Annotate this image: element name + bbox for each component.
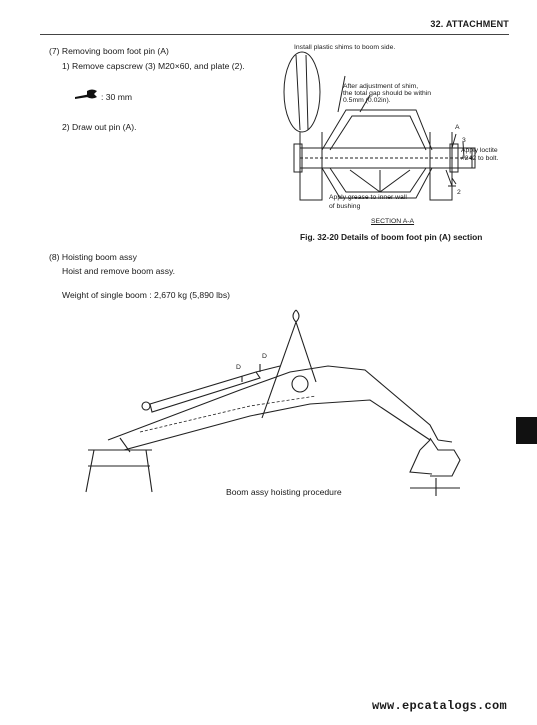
boom-caption: Boom assy hoisting procedure (226, 487, 342, 497)
section-label: SECTION A-A (371, 218, 415, 225)
watermark: www.epcatalogs.com (371, 699, 507, 713)
label-a: A (455, 124, 460, 131)
section-header: 32. ATTACHMENT (430, 19, 509, 29)
step7-sub1: 1) Remove capscrew (3) M20×60, and plate (2). (62, 61, 245, 71)
detail-caption: Fig. 32-20 Details of boom foot pin (A) section (300, 232, 483, 242)
note-gap-3: 0.5mm (0.02in). (343, 97, 391, 104)
wrench-size: : 30 mm (101, 92, 133, 102)
note-shims: Install plastic shims to boom side. (294, 44, 396, 51)
header-rule (40, 34, 509, 35)
note-gap-1: After adjustment of shim, (343, 83, 419, 90)
label-d2: D (262, 353, 267, 360)
boom-foot-pin-section-drawing (280, 50, 510, 230)
note-loctite-1: Apply loctite (461, 147, 498, 154)
note-loctite-2: #242 to bolt. (461, 155, 499, 162)
label-3: 3 (462, 137, 466, 144)
boom-hoisting-drawing (80, 300, 480, 500)
label-d1: D (236, 364, 241, 371)
section-tab (516, 417, 537, 444)
step8-title: (8) Hoisting boom assy (49, 252, 137, 262)
boom-weight: Weight of single boom : 2,670 kg (5,890 lbs) (62, 290, 230, 300)
wrench-icon (74, 88, 100, 102)
step8-line1: Hoist and remove boom assy. (62, 266, 176, 276)
step7-title: (7) Removing boom foot pin (A) (49, 46, 169, 56)
note-grease-1: Apply grease to inner wall (329, 194, 407, 201)
note-grease-2: of bushing (329, 203, 361, 210)
step7-sub2: 2) Draw out pin (A). (62, 122, 137, 132)
label-2: 2 (457, 189, 461, 196)
note-gap-2: the total gap should be within (343, 90, 432, 97)
